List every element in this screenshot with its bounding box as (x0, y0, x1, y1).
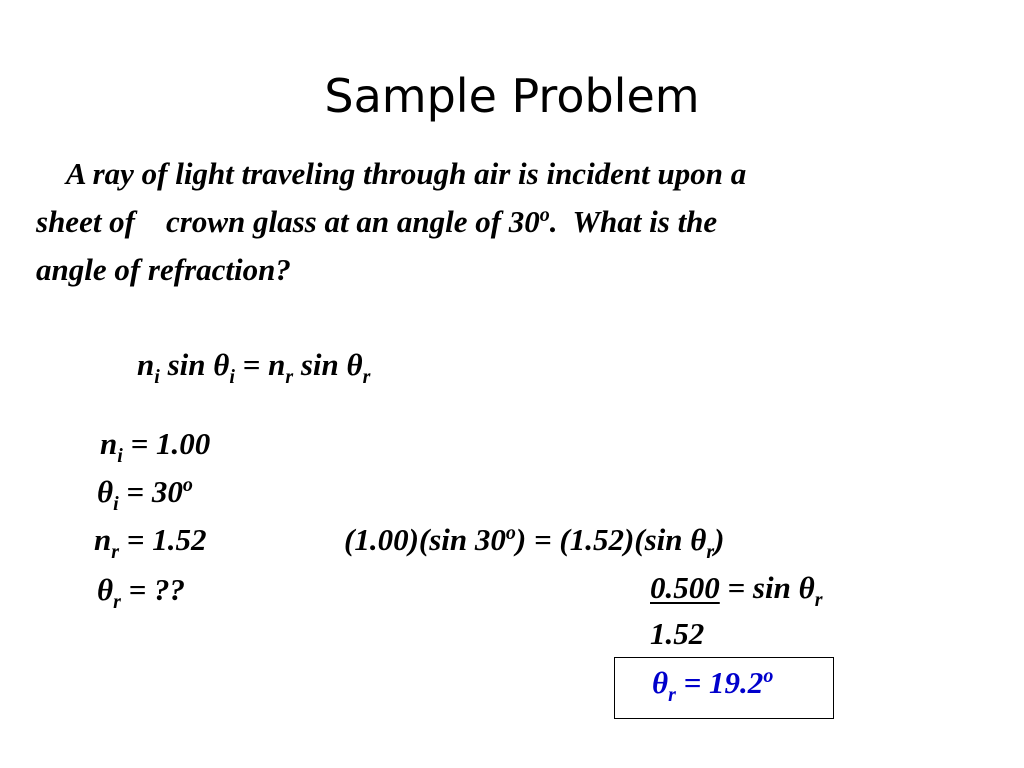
given-theta-i (97, 472, 193, 515)
problem-line-1: A ray of light traveling through air is incident upon a (36, 156, 747, 191)
given-n-r (94, 520, 207, 563)
snell-sin-i: sin (167, 347, 206, 382)
given-n-i-symbol: n (100, 426, 118, 461)
snell-theta-sub-i: i (229, 366, 235, 388)
fraction-step (650, 568, 823, 611)
snell-theta-sub-r: r (362, 366, 371, 388)
given-n-i-sub: i (117, 445, 123, 467)
given-theta-i-value: = 30 (126, 474, 183, 509)
given-n-i (100, 424, 211, 467)
given-n-r-sub: r (111, 541, 120, 563)
answer-value: = 19.2 (683, 665, 764, 700)
problem-line-2 (36, 198, 996, 246)
given-theta-i-symbol: θ (97, 474, 114, 509)
given-theta-r-symbol: θ (97, 572, 114, 607)
given-theta-i-degree: o (182, 474, 193, 496)
slide-title: Sample Problem (324, 69, 700, 123)
substitution-close: ) (714, 522, 725, 557)
substitution-left: (1.00)(sin 30 (344, 522, 506, 557)
fraction-numerator: 0.500 (650, 570, 720, 605)
snell-theta-r: θ (346, 347, 363, 382)
snell-theta-i: θ (213, 347, 230, 382)
snell-sub-i: i (154, 366, 160, 388)
answer (652, 663, 774, 706)
given-theta-r (97, 570, 186, 613)
snell-equals: = (242, 347, 261, 382)
problem-line-2-end: . What is the (549, 204, 718, 239)
substitution-theta-sub: r (706, 541, 715, 563)
substitution-mid: ) = (1.52)(sin (515, 522, 683, 557)
answer-theta-sub: r (668, 684, 676, 706)
answer-degree: o (763, 665, 774, 687)
fraction-denominator: 1.52 (650, 616, 705, 651)
snell-n-i: n (137, 347, 155, 382)
fraction-theta: θ (798, 570, 815, 605)
given-theta-r-value: = ?? (128, 572, 186, 607)
answer-theta: θ (652, 665, 669, 700)
problem-line-2-text: sheet of crown glass at an angle of 30 (36, 204, 540, 239)
given-n-r-symbol: n (94, 522, 112, 557)
substitution-degree: o (505, 522, 516, 544)
problem-statement (36, 150, 996, 294)
problem-line-3: angle of refraction? (36, 252, 291, 287)
snell-sin-r: sin (300, 347, 339, 382)
snell-law-equation (137, 345, 371, 388)
given-n-r-value: = 1.52 (126, 522, 207, 557)
snell-sub-r: r (285, 366, 294, 388)
given-theta-r-sub: r (113, 591, 121, 613)
fraction-theta-sub: r (814, 589, 823, 611)
fraction-rhs: = sin (727, 570, 791, 605)
given-n-i-value: = 1.00 (130, 426, 211, 461)
substitution-step (344, 520, 725, 563)
substitution-theta: θ (690, 522, 707, 557)
given-theta-i-sub: i (113, 493, 119, 515)
snell-n-r: n (268, 347, 286, 382)
problem-degree-sign: o (539, 204, 550, 226)
